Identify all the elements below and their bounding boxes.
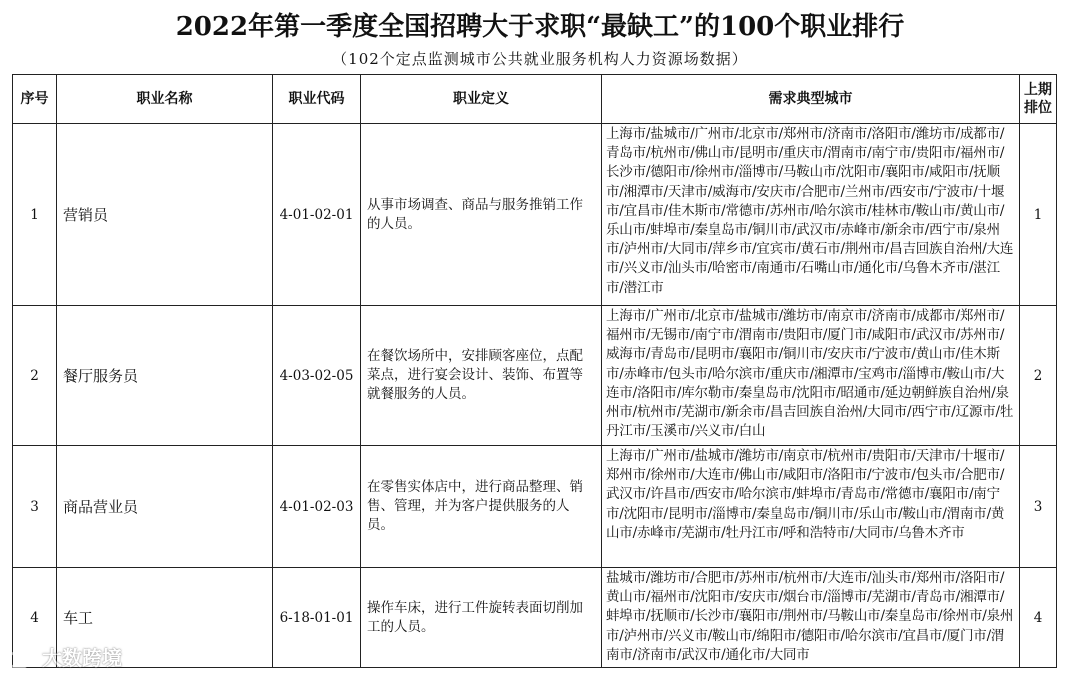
header-previous-rank: 上期排位 <box>1020 75 1057 124</box>
row-occupation-code: 4-01-02-01 <box>273 124 361 306</box>
row-occupation-definition: 从事市场调查、商品与服务推销工作的人员。 <box>361 124 602 306</box>
occupation-table <box>12 74 1057 668</box>
watermark <box>6 642 122 671</box>
row-occupation-code: 4-01-02-03 <box>273 446 361 568</box>
row-occupation-name: 餐厅服务员 <box>57 306 273 446</box>
row-occupation-code: 6-18-01-01 <box>273 568 361 668</box>
row-occupation-name: 车工 <box>57 568 273 668</box>
row-index: 3 <box>13 446 57 568</box>
row-previous-rank: 1 <box>1020 124 1057 306</box>
row-typical-cities: 上海市/广州市/北京市/盐城市/潍坊市/南京市/济南市/成都市/郑州市/福州市/无锡市/南宁市/渭南市/贵阳市/厦门市/咸阳市/武汉市/苏州市/威海市/青岛市/昆明市/襄阳市/铜川市/安庆市/宁波市/黄山市/佳木斯市/赤峰市/包头市/哈尔滨市/重庆市/湘潭市/宝鸡市/淄博市/鞍山市/大连市/洛阳市/库尔勒市/秦皇岛市/沈阳市/昭通市/延边朝鲜族自治州/泉州市/杭州市/芜湖市/新余市/昌吉回族自治州/大同市/西宁市/辽源市/牡丹江市/玉溪市/兴义市/白山 <box>602 306 1020 446</box>
table-header-row <box>13 75 1057 124</box>
weibo-logo-icon <box>6 644 38 670</box>
row-typical-cities: 上海市/盐城市/广州市/北京市/郑州市/济南市/洛阳市/潍坊市/成都市/青岛市/杭州市/佛山市/昆明市/重庆市/渭南市/南宁市/贵阳市/福州市/长沙市/德阳市/徐州市/淄博市/马鞍山市/沈阳市/襄阳市/咸阳市/抚顺市/湘潭市/天津市/威海市/安庆市/合肥市/兰州市/西安市/宁波市/十堰市/宜昌市/佳木斯市/常德市/苏州市/哈尔滨市/桂林市/鞍山市/黄山市/乐山市/蚌埠市/秦皇岛市/铜川市/武汉市/赤峰市/新余市/西宁市/泉州市/泸州市/大同市/萍乡市/宜宾市/黄石市/荆州市/昌吉回族自治州/大连市/兴义市/汕头市/哈密市/南通市/石嘴山市/通化市/乌鲁木齐市/湛江市/潜江市 <box>602 124 1020 306</box>
header-occupation-code: 职业代码 <box>273 75 361 124</box>
row-index: 2 <box>13 306 57 446</box>
row-previous-rank: 3 <box>1020 446 1057 568</box>
page-title: 2022年第一季度全国招聘大于求职“最缺工”的100个职业排行 <box>175 12 905 42</box>
table-row <box>13 306 1057 446</box>
header-index: 序号 <box>13 75 57 124</box>
header-typical-cities: 需求典型城市 <box>602 75 1020 124</box>
row-occupation-code: 4-03-02-05 <box>273 306 361 446</box>
table-row <box>13 446 1057 568</box>
row-index: 1 <box>13 124 57 306</box>
header-occupation-name: 职业名称 <box>57 75 273 124</box>
row-occupation-definition: 在零售实体店中，进行商品整理、销售、管理，并为客户提供服务的人员。 <box>361 446 602 568</box>
row-occupation-name: 营销员 <box>57 124 273 306</box>
header-occupation-definition: 职业定义 <box>361 75 602 124</box>
row-typical-cities: 盐城市/潍坊市/合肥市/苏州市/杭州市/大连市/汕头市/郑州市/洛阳市/黄山市/福州市/沈阳市/安庆市/烟台市/淄博市/芜湖市/青岛市/湘潭市/蚌埠市/抚顺市/长沙市/襄阳市/荆州市/马鞍山市/秦皇岛市/徐州市/泉州市/泸州市/兴义市/鞍山市/绵阳市/德阳市/哈尔滨市/宜昌市/厦门市/渭南市/济南市/武汉市/通化市/大同市 <box>602 568 1020 668</box>
table-row <box>13 124 1057 306</box>
row-typical-cities: 上海市/广州市/盐城市/潍坊市/南京市/杭州市/贵阳市/天津市/十堰市/郑州市/徐州市/大连市/佛山市/咸阳市/洛阳市/宁波市/包头市/合肥市/武汉市/许昌市/西安市/哈尔滨市/蚌埠市/青岛市/常德市/襄阳市/南宁市/沈阳市/昆明市/淄博市/秦皇岛市/铜川市/乐山市/鞍山市/渭南市/黄山市/赤峰市/芜湖市/牡丹江市/呼和浩特市/大同市/乌鲁木齐市 <box>602 446 1020 568</box>
table-row <box>13 568 1057 668</box>
row-occupation-definition: 在餐饮场所中，安排顾客座位，点配菜点，进行宴会设计、装饰、布置等就餐服务的人员。 <box>361 306 602 446</box>
page-subtitle: （102个定点监测城市公共就业服务机构人力资源场数据） <box>332 50 748 68</box>
row-occupation-definition: 操作车床，进行工件旋转表面切削加工的人员。 <box>361 568 602 668</box>
row-index: 4 <box>13 568 57 668</box>
row-occupation-name: 商品营业员 <box>57 446 273 568</box>
row-previous-rank: 4 <box>1020 568 1057 668</box>
row-previous-rank: 2 <box>1020 306 1057 446</box>
watermark-text: 大数跨境 <box>42 646 122 670</box>
